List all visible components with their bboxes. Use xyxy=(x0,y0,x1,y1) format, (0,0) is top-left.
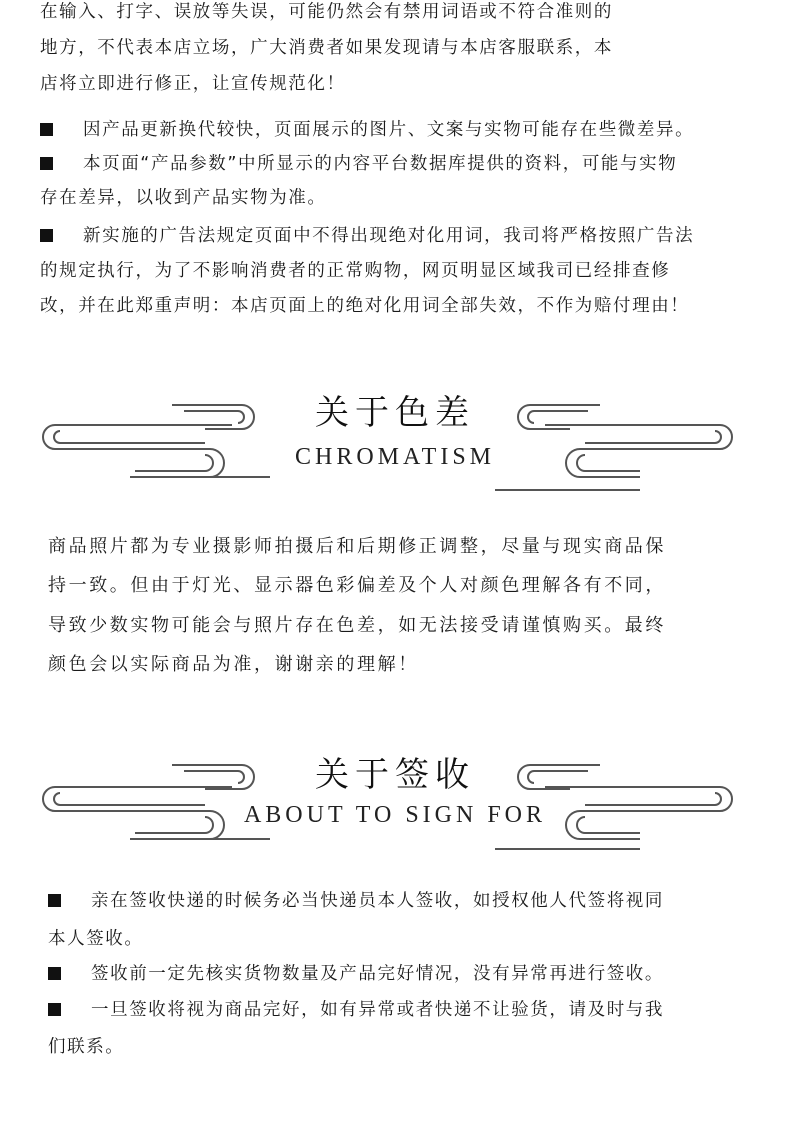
note-item-2: 本页面“产品参数”中所显示的内容平台数据库提供的资料，可能与实物 xyxy=(40,146,752,182)
black-square-icon xyxy=(48,894,61,907)
black-square-icon xyxy=(48,967,61,980)
note-item-3-cont-2: 改，并在此郑重声明：本店页面上的绝对化用词全部失效，不作为赔付理由！ xyxy=(40,296,690,316)
note-item-3: 新实施的广告法规定页面中不得出现绝对化用词，我司将严格按照广告法 xyxy=(40,218,752,254)
chromatism-line-3: 导致少数实物可能会与照片存在色差，如无法接受请谨慎购买。最终 xyxy=(48,615,666,636)
chromatism-line-4: 颜色会以实际商品为准，谢谢亲的理解！ xyxy=(48,654,419,675)
sign-title: 关于签收 xyxy=(315,755,475,795)
black-square-icon xyxy=(40,157,53,170)
sign-item-1-cont: 本人签收。 xyxy=(48,929,144,949)
intro-line-2: 地方，不代表本店立场，广大消费者如果发现请与本店客服联系，本 xyxy=(40,38,613,58)
note-item-1: 因产品更新换代较快，页面展示的图片、文案与实物可能存在些微差异。 xyxy=(40,112,752,148)
black-square-icon xyxy=(48,1003,61,1016)
chromatism-subtitle: CHROMATISM xyxy=(294,444,496,470)
note-item-2-cont: 存在差异，以收到产品实物为准。 xyxy=(40,188,327,208)
note-item-3-cont-1: 的规定执行，为了不影响消费者的正常购物，网页明显区域我司已经排查修 xyxy=(40,261,671,281)
black-square-icon xyxy=(40,123,53,136)
sign-item-3-cont: 们联系。 xyxy=(48,1037,125,1057)
chromatism-line-1: 商品照片都为专业摄影师拍摄后和后期修正调整，尽量与现实商品保 xyxy=(48,536,666,557)
sign-subtitle: ABOUT TO SIGN FOR xyxy=(243,802,547,828)
black-square-icon xyxy=(40,229,53,242)
intro-line-3: 店将立即进行修正，让宣传规范化！ xyxy=(40,74,346,94)
chromatism-title: 关于色差 xyxy=(315,393,475,433)
chromatism-line-2: 持一致。但由于灯光、显示器色彩偏差及个人对颜色理解各有不同， xyxy=(48,575,666,596)
sign-item-3: 一旦签收将视为商品完好，如有异常或者快递不让验货，请及时与我 xyxy=(48,992,760,1028)
sign-item-1: 亲在签收快递的时候务必当快递员本人签收，如授权他人代签将视同 xyxy=(48,883,760,919)
intro-line-1: 在输入、打字、误放等失误，可能仍然会有禁用词语或不符合准则的 xyxy=(40,2,613,22)
sign-item-2: 签收前一定先核实货物数量及产品完好情况，没有异常再进行签收。 xyxy=(48,956,760,992)
